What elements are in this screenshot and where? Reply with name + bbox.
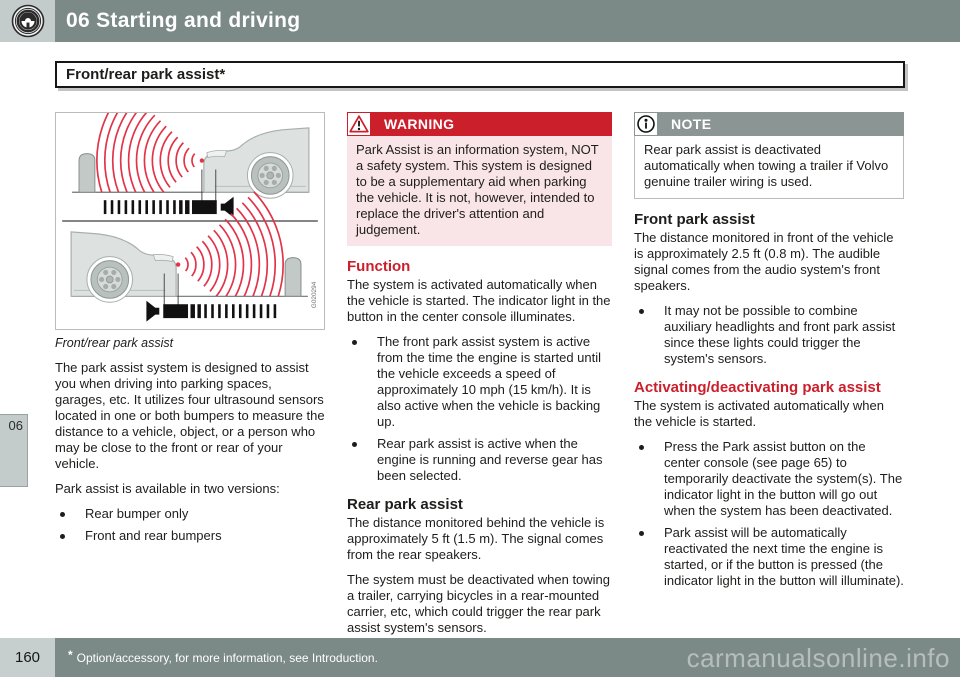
section-title: Front/rear park assist*: [55, 61, 905, 88]
activating-intro: The system is activated automatically when the vehicle is started.: [634, 398, 884, 429]
chapter-title: 06 Starting and driving: [66, 9, 301, 32]
footer-bar: [0, 638, 960, 677]
left-column: [55, 112, 325, 645]
note-title: NOTE: [671, 116, 712, 132]
function-list: [347, 334, 612, 484]
right-column: [634, 112, 904, 645]
figure-caption: Front/rear park assist: [55, 336, 174, 350]
list-item: It may not be possible to combine auxiliary headlights and front park assist since these lights could trigger the system's sensors.: [634, 303, 904, 367]
rear-park-assist-para: The distance monitored behind the vehicle is approximately 5 ft (1.5 m). The signal comes from the rear speakers.: [347, 515, 605, 562]
footnote-asterisk: *: [68, 647, 73, 662]
middle-column: [347, 112, 612, 645]
chapter-tab: 06: [0, 414, 28, 487]
versions-paragraph: Park assist is available in two versions:: [55, 481, 280, 496]
warning-body: Park Assist is an information system, NOT a safety system. This system is designed to be a supplementary aid when parking the vehicle. It is not, however, intended to replace the driver's attention and judgement.: [347, 136, 612, 246]
function-heading: Function: [347, 258, 411, 275]
note-box: [634, 112, 904, 199]
park-assist-sensor-diagram: [56, 113, 324, 329]
chapter-header-bar: [0, 0, 960, 42]
function-intro: The system is activated automatically when the vehicle is started. The indicator light in the button in the center console illuminates.: [347, 277, 611, 324]
page-number: 160: [0, 638, 55, 677]
list-item: The front park assist system is active from the time the engine is started until the vehicle exceeds a speed of approximately 10 mph (15 km/h). It is also active when the vehicle is backing up.: [347, 334, 612, 430]
warning-title: WARNING: [384, 116, 455, 132]
rear-park-assist-para: The system must be deactivated when towing a trailer, carrying bicycles in a rear-mounted carrier, etc, which could trigger the rear park assist system's sensors.: [347, 572, 611, 635]
intro-paragraph: The park assist system is designed to assist you when driving into parking spaces, garages, etc. It utilizes four ultrasound sensors located in one or both bumpers to measure the distance to a vehicle, object, or a person who may be close to the front or rear of your vehicle.: [55, 360, 325, 471]
list-item: Park assist will be automatically reactivated the next time the engine is started, or if the button is pressed (the indicator light in the button will illuminate).: [634, 525, 904, 589]
list-item: Front and rear bumpers: [55, 528, 325, 544]
footnote: [68, 638, 378, 677]
content-columns: [55, 112, 905, 645]
rear-park-assist-heading: Rear park assist: [347, 496, 463, 513]
versions-list: [55, 506, 325, 544]
figure-image-code: G020294: [310, 281, 318, 309]
front-park-assist-para: The distance monitored in front of the vehicle is approximately 2.5 ft (0.8 m). The audible signal comes from the audio system's front speakers.: [634, 230, 894, 293]
front-park-assist-list: [634, 303, 904, 367]
note-header: [634, 112, 904, 136]
note-body: Rear park assist is deactivated automatically when towing a trailer if Volvo genuine trailer wiring is used.: [634, 136, 904, 199]
steering-wheel-icon: [11, 4, 45, 38]
warning-triangle-icon: [348, 113, 370, 135]
front-park-assist-heading: Front park assist: [634, 211, 755, 228]
warning-header: [347, 112, 612, 136]
list-item: Rear park assist is active when the engine is running and reverse gear has been selected.: [347, 436, 612, 484]
warning-box: [347, 112, 612, 246]
list-item: Rear bumper only: [55, 506, 325, 522]
info-circle-icon: [635, 113, 657, 135]
activating-list: [634, 439, 904, 589]
footnote-text: Option/accessory, for more information, see Introduction.: [76, 650, 378, 665]
logo-box: [0, 0, 55, 42]
list-item: Press the Park assist button on the center console (see page 65) to temporarily deactivate the system(s). The indicator light in the button will go out when the system has been deactivated.: [634, 439, 904, 519]
activating-heading: Activating/deactivating park assist: [634, 379, 881, 396]
watermark: carmanualsonline.info: [686, 643, 950, 673]
figure-frame: [55, 112, 325, 330]
